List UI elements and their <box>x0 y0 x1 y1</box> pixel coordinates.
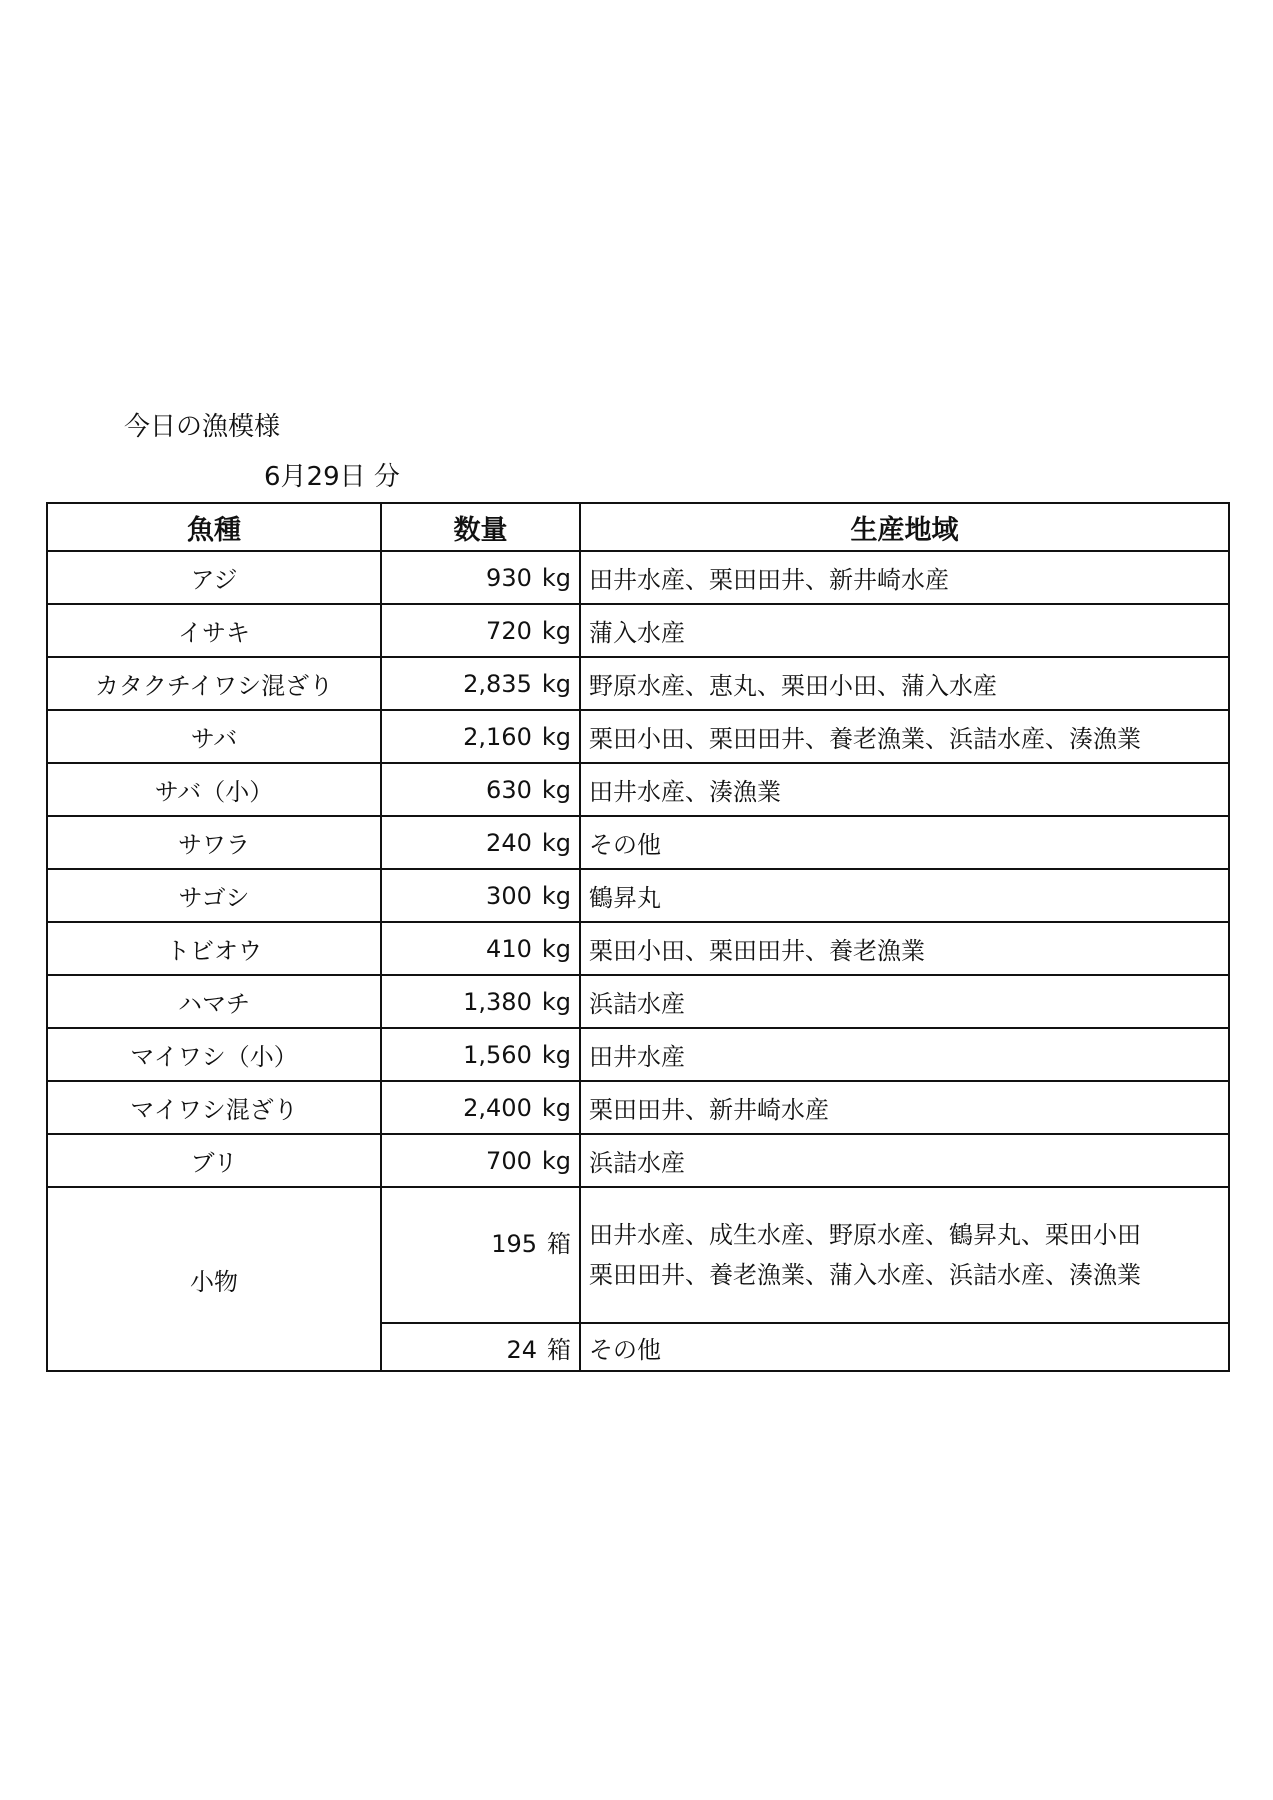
region-cell: 栗田小田、栗田田井、養老漁業、浜詰水産、湊漁業 <box>580 710 1229 763</box>
quantity-value: 2,835 <box>463 669 532 698</box>
table-row <box>47 604 1229 657</box>
quantity-value: 1,560 <box>463 1040 532 1069</box>
table-row <box>47 869 1229 922</box>
table-header-row <box>47 503 1229 551</box>
region-cell: 鶴昇丸 <box>580 869 1229 922</box>
quantity-unit: kg <box>541 881 571 910</box>
fish-cell: ハマチ <box>47 975 381 1028</box>
column-header-quantity: 数量 <box>381 503 580 551</box>
quantity-unit: kg <box>541 722 571 751</box>
region-cell: 野原水産、恵丸、栗田小田、蒲入水産 <box>580 657 1229 710</box>
quantity-value: 410 <box>486 934 532 963</box>
quantity-unit: kg <box>541 775 571 804</box>
quantity-value: 1,380 <box>463 987 532 1016</box>
region-cell: 田井水産 <box>580 1028 1229 1081</box>
quantity-cell <box>381 1323 580 1371</box>
quantity-cell <box>381 551 580 604</box>
quantity-cell <box>381 604 580 657</box>
quantity-unit: kg <box>541 616 571 645</box>
table-row <box>47 763 1229 816</box>
table-row <box>47 1081 1229 1134</box>
quantity-value: 630 <box>486 775 532 804</box>
fish-cell: マイワシ（小） <box>47 1028 381 1081</box>
fish-cell: イサキ <box>47 604 381 657</box>
table-row <box>47 922 1229 975</box>
quantity-unit: kg <box>541 828 571 857</box>
fish-cell: アジ <box>47 551 381 604</box>
quantity-unit: kg <box>541 1146 571 1175</box>
quantity-cell <box>381 710 580 763</box>
region-cell: その他 <box>580 1323 1229 1371</box>
quantity-cell <box>381 1187 580 1323</box>
quantity-value: 930 <box>486 563 532 592</box>
region-cell: 田井水産、栗田田井、新井崎水産 <box>580 551 1229 604</box>
fish-cell: カタクチイワシ混ざり <box>47 657 381 710</box>
fish-cell: トビオウ <box>47 922 381 975</box>
report-date: 6月29日 分 <box>264 462 400 492</box>
table-row <box>47 710 1229 763</box>
quantity-cell <box>381 975 580 1028</box>
quantity-cell <box>381 1134 580 1187</box>
quantity-value: 2,160 <box>463 722 532 751</box>
region-cell: 浜詰水産 <box>580 1134 1229 1187</box>
fish-cell: ブリ <box>47 1134 381 1187</box>
quantity-value: 24 <box>506 1335 537 1364</box>
quantity-value: 240 <box>486 828 532 857</box>
region-cell: 蒲入水産 <box>580 604 1229 657</box>
region-cell <box>580 1187 1229 1323</box>
quantity-unit: kg <box>541 934 571 963</box>
region-cell: 田井水産、湊漁業 <box>580 763 1229 816</box>
quantity-value: 195 <box>491 1229 537 1258</box>
table-row <box>47 551 1229 604</box>
fish-cell: サバ <box>47 710 381 763</box>
region-line: 栗田田井、養老漁業、蒲入水産、浜詰水産、湊漁業 <box>589 1261 1141 1289</box>
fish-cell: サワラ <box>47 816 381 869</box>
quantity-value: 720 <box>486 616 532 645</box>
quantity-cell <box>381 763 580 816</box>
region-cell: 浜詰水産 <box>580 975 1229 1028</box>
quantity-unit: 箱 <box>547 1229 571 1258</box>
fish-cell: サバ（小） <box>47 763 381 816</box>
quantity-cell <box>381 1028 580 1081</box>
quantity-value: 700 <box>486 1146 532 1175</box>
table-row <box>47 1187 1229 1323</box>
table-row <box>47 1134 1229 1187</box>
quantity-value: 2,400 <box>463 1093 532 1122</box>
region-cell: その他 <box>580 816 1229 869</box>
fish-cell: マイワシ混ざり <box>47 1081 381 1134</box>
catch-table <box>46 502 1230 1372</box>
quantity-unit: kg <box>541 1040 571 1069</box>
quantity-cell <box>381 869 580 922</box>
page-title: 今日の漁模様 <box>124 412 281 442</box>
fish-cell: サゴシ <box>47 869 381 922</box>
fish-cell: 小物 <box>47 1187 381 1371</box>
quantity-cell <box>381 922 580 975</box>
quantity-cell <box>381 1081 580 1134</box>
quantity-unit: 箱 <box>547 1335 571 1364</box>
quantity-value: 300 <box>486 881 532 910</box>
table-row <box>47 975 1229 1028</box>
region-cell: 栗田小田、栗田田井、養老漁業 <box>580 922 1229 975</box>
quantity-unit: kg <box>541 563 571 592</box>
region-line: 田井水産、成生水産、野原水産、鶴昇丸、栗田小田 <box>589 1221 1141 1249</box>
quantity-unit: kg <box>541 1093 571 1122</box>
quantity-unit: kg <box>541 669 571 698</box>
table-row <box>47 816 1229 869</box>
quantity-cell <box>381 816 580 869</box>
column-header-region: 生産地域 <box>580 503 1229 551</box>
region-cell: 栗田田井、新井崎水産 <box>580 1081 1229 1134</box>
quantity-cell <box>381 657 580 710</box>
quantity-unit: kg <box>541 987 571 1016</box>
table-row <box>47 657 1229 710</box>
table-row <box>47 1028 1229 1081</box>
column-header-fish: 魚種 <box>47 503 381 551</box>
